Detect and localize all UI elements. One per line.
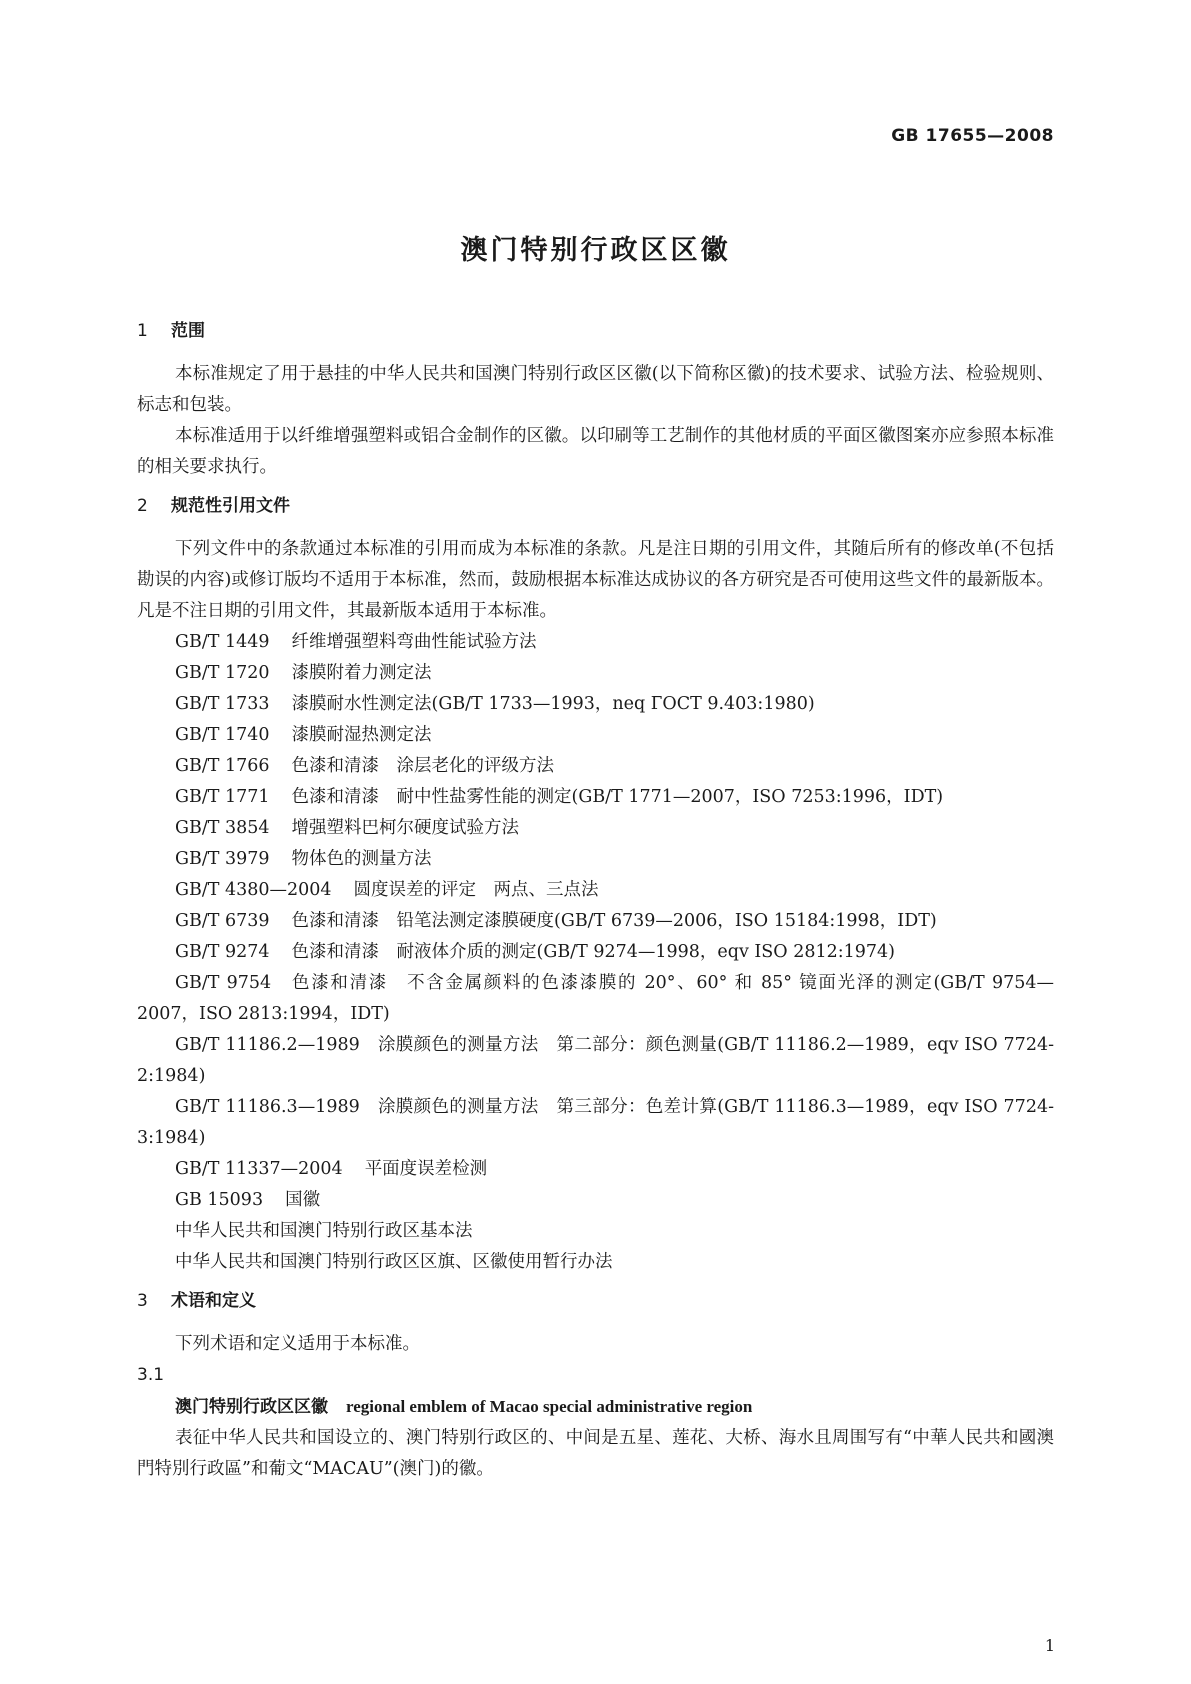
- section-heading-scope: [137, 316, 1054, 347]
- reference-item: [137, 937, 1054, 968]
- reference-item: [137, 844, 1054, 875]
- reference-title: 纤维增强塑料弯曲性能试验方法: [291, 632, 537, 652]
- references-intro: 下列文件中的条款通过本标准的引用而成为本标准的条款。凡是注日期的引用文件，其随后所有的修改单(不包括勘误的内容)或修订版均不适用于本标准，然而，鼓励根据本标准达成协议的各方研究是否可使用这些文件的最新版本。凡是不注日期的引用文件，其最新版本适用于本标准。: [137, 539, 1054, 621]
- reference-code: GB/T 1733: [175, 694, 270, 714]
- term-definition: 表征中华人民共和国设立的、澳门特别行政区的、中间是五星、莲花、大桥、海水且周围写有“中華人民共和國澳門特別行政區”和葡文“MACAU”(澳门)的徽。: [137, 1428, 1054, 1479]
- reference-item-wrapped: GB/T 11186.2—1989 涂膜颜色的测量方法 第二部分：颜色测量(GB/T 11186.2—1989，eqv ISO 7724-2:1984): [137, 1035, 1054, 1086]
- reference-code: GB 15093: [175, 1190, 264, 1210]
- term-chinese: 澳门特别行政区区徽: [175, 1397, 328, 1417]
- reference-item: [137, 1185, 1054, 1216]
- reference-item: [137, 720, 1054, 751]
- reference-title: 色漆和清漆 耐液体介质的测定(GB/T 9274—1998，eqv ISO 2812:1974): [291, 942, 895, 962]
- reference-code: GB/T 9274: [175, 942, 270, 962]
- reference-title: 漆膜耐水性测定法(GB/T 1733—1993，neq ГОСТ 9.403:1980): [291, 694, 815, 714]
- standard-number: GB 17655—2008: [891, 126, 1054, 146]
- reference-item: [137, 658, 1054, 689]
- terms-intro: 下列术语和定义适用于本标准。: [175, 1334, 420, 1354]
- reference-code: GB/T 3854: [175, 818, 270, 838]
- reference-code: GB/T 1740: [175, 725, 270, 745]
- reference-item-law: 中华人民共和国澳门特别行政区区旗、区徽使用暂行办法: [175, 1252, 613, 1272]
- section-title: 范围: [171, 321, 205, 341]
- reference-title: 色漆和清漆 涂层老化的评级方法: [291, 756, 555, 776]
- reference-item: [137, 782, 1054, 813]
- reference-item-wrapped: GB/T 11186.3—1989 涂膜颜色的测量方法 第三部分：色差计算(GB/T 11186.3—1989，eqv ISO 7724-3:1984): [137, 1097, 1054, 1148]
- reference-code: GB/T 1449: [175, 632, 270, 652]
- section-number: 2: [137, 496, 148, 516]
- section-title: 术语和定义: [171, 1291, 256, 1311]
- reference-code: GB/T 6739: [175, 911, 270, 931]
- reference-title: 色漆和清漆 耐中性盐雾性能的测定(GB/T 1771—2007，ISO 7253:1996，IDT): [291, 787, 944, 807]
- section-number: 1: [137, 321, 148, 341]
- document-body: [137, 316, 1054, 1485]
- reference-item: [137, 627, 1054, 658]
- reference-item: [137, 875, 1054, 906]
- section-number: 3: [137, 1291, 148, 1311]
- reference-title: 色漆和清漆 铅笔法测定漆膜硬度(GB/T 6739—2006，ISO 15184:1998，IDT): [291, 911, 937, 931]
- reference-title: 漆膜附着力测定法: [291, 663, 432, 683]
- section-heading-normative-references: [137, 491, 1054, 522]
- reference-title: 物体色的测量方法: [291, 849, 432, 869]
- reference-title: 圆度误差的评定 两点、三点法: [353, 880, 599, 900]
- clause-number: 3.1: [137, 1365, 165, 1385]
- reference-item-law: 中华人民共和国澳门特别行政区基本法: [175, 1221, 473, 1241]
- reference-item: [137, 689, 1054, 720]
- reference-item: [137, 1154, 1054, 1185]
- scope-paragraph-2: 本标准适用于以纤维增强塑料或铝合金制作的区徽。以印刷等工艺制作的其他材质的平面区徽图案亦应参照本标准的相关要求执行。: [137, 426, 1054, 477]
- section-title: 规范性引用文件: [171, 496, 290, 516]
- reference-code: GB/T 3979: [175, 849, 270, 869]
- reference-title: 漆膜耐湿热测定法: [291, 725, 432, 745]
- reference-code: GB/T 1766: [175, 756, 270, 776]
- reference-code: GB/T 11337—2004: [175, 1159, 343, 1179]
- scope-paragraph-1: 本标准规定了用于悬挂的中华人民共和国澳门特别行政区区徽(以下简称区徽)的技术要求、试验方法、检验规则、标志和包装。: [137, 364, 1054, 415]
- reference-title: 国徽: [285, 1190, 321, 1210]
- reference-code: GB/T 1720: [175, 663, 270, 683]
- reference-code: GB/T 4380—2004: [175, 880, 332, 900]
- page-number: 1: [1044, 1636, 1055, 1655]
- reference-title: 增强塑料巴柯尔硬度试验方法: [291, 818, 520, 838]
- reference-item: [137, 813, 1054, 844]
- reference-item: [137, 751, 1054, 782]
- reference-code: GB/T 1771: [175, 787, 270, 807]
- term-entry: [137, 1391, 1054, 1423]
- document-title: 澳门特别行政区区徽: [460, 235, 731, 266]
- reference-item-wrapped: GB/T 9754 色漆和清漆 不含金属颜料的色漆漆膜的 20°、60° 和 85° 镜面光泽的测定(GB/T 9754—2007，ISO 2813:1994，IDT): [137, 973, 1054, 1024]
- reference-title: 平面度误差检测: [364, 1159, 488, 1179]
- term-english: regional emblem of Macao special administrative region: [346, 1397, 753, 1416]
- reference-item: [137, 906, 1054, 937]
- section-heading-terms: [137, 1286, 1054, 1317]
